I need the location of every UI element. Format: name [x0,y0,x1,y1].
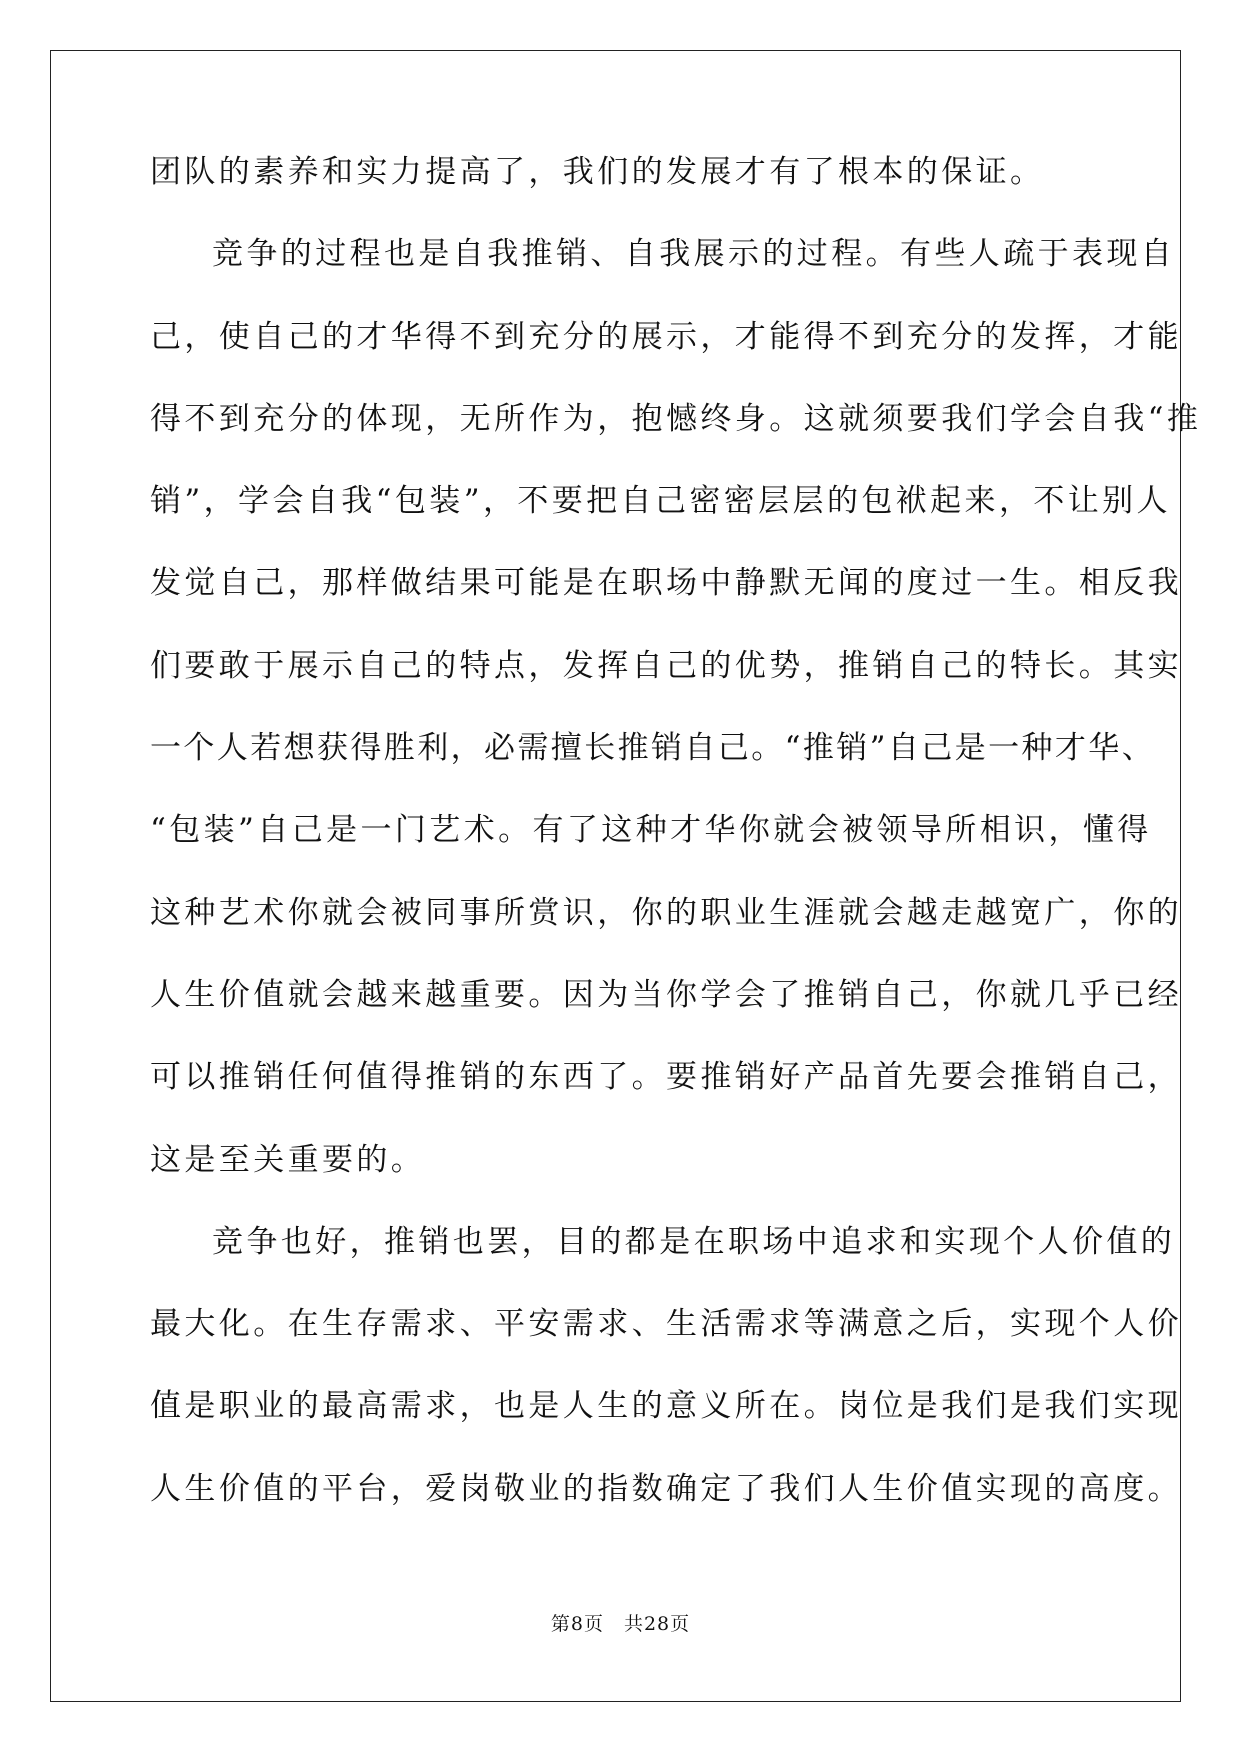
text-line: 人生价值的平台，爱岗敬业的指数确定了我们人生价值实现的高度。 [150,1470,1182,1507]
text-line: 得不到充分的体现，无所作为，抱憾终身。这就须要我们学会自我“推 [150,400,1202,437]
text-line: 发觉自己，那样做结果可能是在职场中静默无闻的度过一生。相反我 [150,565,1182,602]
page-number: 第8页 [550,1613,604,1635]
text-line: 们要敢于展示自己的特点，发挥自己的优势，推销自己的特长。其实 [150,647,1182,684]
paragraph-start-line: 竞争也好，推销也罢，目的都是在职场中追求和实现个人价值的 [212,1223,1176,1260]
text-line: 可以推销任何值得推销的东西了。要推销好产品首先要会推销自己， [150,1059,1182,1096]
text-line: 己，使自己的才华得不到充分的展示，才能得不到充分的发挥，才能 [150,318,1182,355]
text-line: “包装”自己是一门艺术。有了这种才华你就会被领导所相识，懂得 [150,812,1152,849]
text-line: 这种艺术你就会被同事所赏识，你的职业生涯就会越走越宽广，你的 [150,894,1182,931]
page-footer [0,1612,1241,1636]
document-body [150,152,1202,1551]
text-line: 人生价值就会越来越重要。因为当你学会了推销自己，你就几乎已经 [150,976,1182,1013]
text-line: 最大化。在生存需求、平安需求、生活需求等满意之后，实现个人价 [150,1306,1182,1343]
text-line: 团队的素养和实力提高了，我们的发展才有了根本的保证。 [150,154,1045,190]
text-line: 销”，学会自我“包装”，不要把自己密密层层的包袱起来，不让别人 [150,483,1171,520]
text-line: 一个人若想获得胜利，必需擅长推销自己。“推销”自己是一种才华、 [150,730,1156,767]
text-line: 值是职业的最高需求，也是人生的意义所在。岗位是我们是我们实现 [150,1388,1182,1425]
total-pages: 共28页 [623,1613,691,1635]
paragraph-start-line: 竞争的过程也是自我推销、自我展示的过程。有些人疏于表现自 [212,236,1176,273]
text-line: 这是至关重要的。 [150,1141,426,1178]
